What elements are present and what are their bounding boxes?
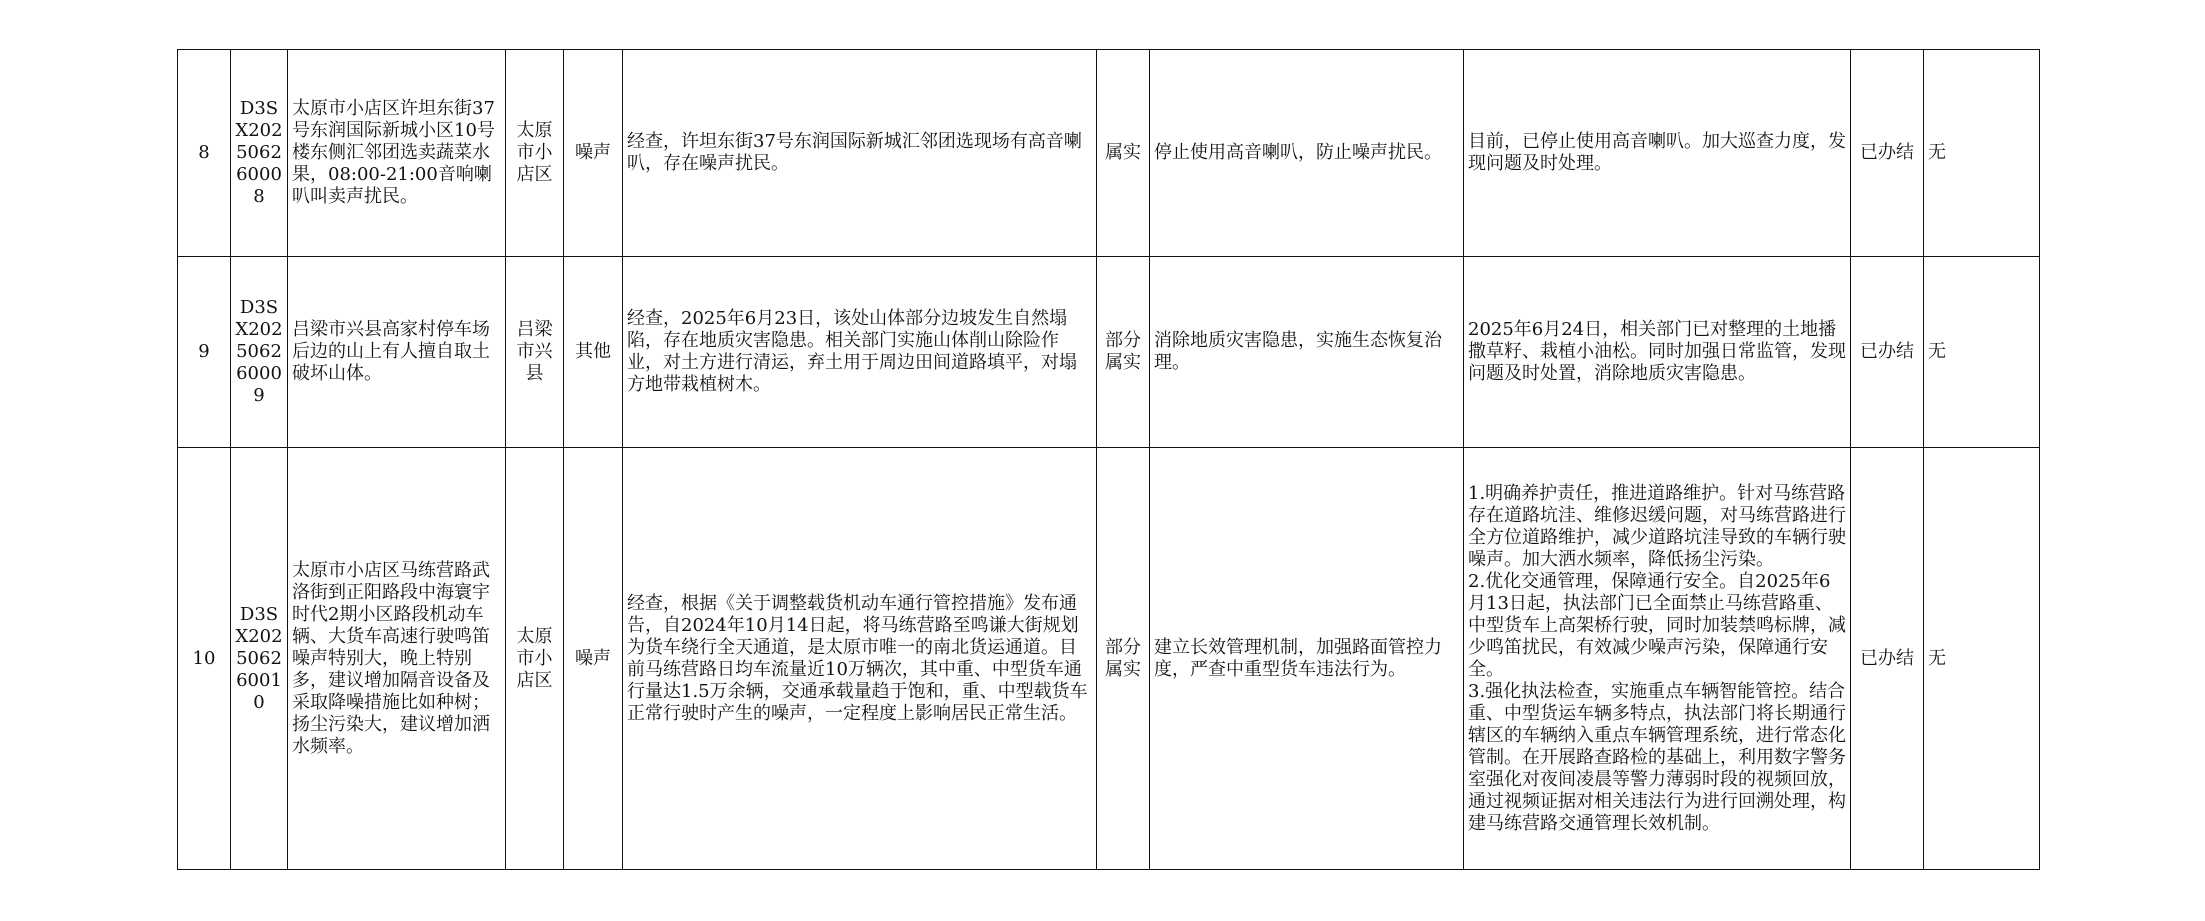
case-code: D3SX202506260009 [231, 257, 288, 448]
verdict: 部分属实 [1097, 448, 1150, 870]
case-code: D3SX202506260008 [231, 50, 288, 257]
progress-paragraph: 1.明确养护责任，推进道路维护。针对马练营路存在道路坑洼、维修迟缓问题，对马练营路进行全方位道路维护，减少道路坑洼导致的车辆行驶噪声。加大洒水频率，降低扬尘污染。 [1468, 482, 1846, 570]
investigation: 经查，2025年6月23日，该处山体部分边坡发生自然塌陷，存在地质灾害隐患。相关部门实施山体削山除险作业，对土方进行清运，弃土用于周边田间道路填平，对塌方地带栽植树木。 [623, 257, 1097, 448]
area: 太原市小店区 [506, 448, 564, 870]
row-number: 8 [178, 50, 231, 257]
rectification-requirement: 建立长效管理机制，加强路面管控力度，严查中重型货车违法行为。 [1150, 448, 1464, 870]
case-status: 已办结 [1851, 50, 1924, 257]
rectification-progress [1464, 448, 1851, 870]
accountability: 无 [1924, 448, 2040, 870]
area: 吕梁市兴县 [506, 257, 564, 448]
investigation: 经查，许坦东街37号东润国际新城汇邻团选现场有高音喇叭，存在噪声扰民。 [623, 50, 1097, 257]
pollution-type: 其他 [564, 257, 623, 448]
progress-paragraph: 目前，已停止使用高音喇叭。加大巡查力度，发现问题及时处理。 [1468, 131, 1846, 174]
area: 太原市小店区 [506, 50, 564, 257]
accountability: 无 [1924, 257, 2040, 448]
case-status: 已办结 [1851, 448, 1924, 870]
complaint-content: 吕梁市兴县高家村停车场后边的山上有人擅自取土破坏山体。 [288, 257, 506, 448]
rectification-requirement: 停止使用高音喇叭，防止噪声扰民。 [1150, 50, 1464, 257]
table-row [178, 50, 2040, 257]
case-code: D3SX202506260010 [231, 448, 288, 870]
pollution-type: 噪声 [564, 50, 623, 257]
table-row [178, 257, 2040, 448]
complaint-content: 太原市小店区马练营路武洛街到正阳路段中海寰宇时代2期小区路段机动车辆、大货车高速行驶鸣笛噪声特别大，晚上特别多，建议增加隔音设备及采取降噪措施比如种树；扬尘污染大，建议增加洒水频率。 [288, 448, 506, 870]
rectification-requirement: 消除地质灾害隐患，实施生态恢复治理。 [1150, 257, 1464, 448]
progress-paragraph: 2.优化交通管理，保障通行安全。自2025年6月13日起，执法部门已全面禁止马练营路重、中型货车上高架桥行驶，同时加装禁鸣标牌，减少鸣笛扰民，有效减少噪声污染，保障通行安全。 [1468, 570, 1846, 680]
table-row [178, 448, 2040, 870]
accountability: 无 [1924, 50, 2040, 257]
pollution-type: 噪声 [564, 448, 623, 870]
row-number: 9 [178, 257, 231, 448]
case-status: 已办结 [1851, 257, 1924, 448]
complaint-content: 太原市小店区许坦东街37号东润国际新城小区10号楼东侧汇邻团选卖蔬菜水果，08:00-21:00音响喇叭叫卖声扰民。 [288, 50, 506, 257]
progress-paragraph: 2025年6月24日，相关部门已对整理的土地播撒草籽、栽植小油松。同时加强日常监管，发现问题及时处置，消除地质灾害隐患。 [1468, 319, 1846, 384]
progress-paragraph: 3.强化执法检查，实施重点车辆智能管控。结合重、中型货运车辆多特点，执法部门将长期通行辖区的车辆纳入重点车辆管理系统，进行常态化管制。在开展路查路检的基础上，利用数字警务室强化对夜间凌晨等警力薄弱时段的视频回放，通过视频证据对相关违法行为进行回溯处理，构建马练营路交通管理长效机制。 [1468, 680, 1846, 834]
rectification-table [177, 49, 2040, 870]
verdict: 部分属实 [1097, 257, 1150, 448]
row-number: 10 [178, 448, 231, 870]
verdict: 属实 [1097, 50, 1150, 257]
rectification-progress [1464, 257, 1851, 448]
rectification-progress [1464, 50, 1851, 257]
investigation: 经查，根据《关于调整载货机动车通行管控措施》发布通告，自2024年10月14日起，将马练营路至鸣谦大街规划为货车绕行全天通道，是太原市唯一的南北货运通道。目前马练营路日均车流量近10万辆次，其中重、中型货车通行量达1.5万余辆，交通承载量趋于饱和，重、中型载货车正常行驶时产生的噪声，一定程度上影响居民正常生活。 [623, 448, 1097, 870]
